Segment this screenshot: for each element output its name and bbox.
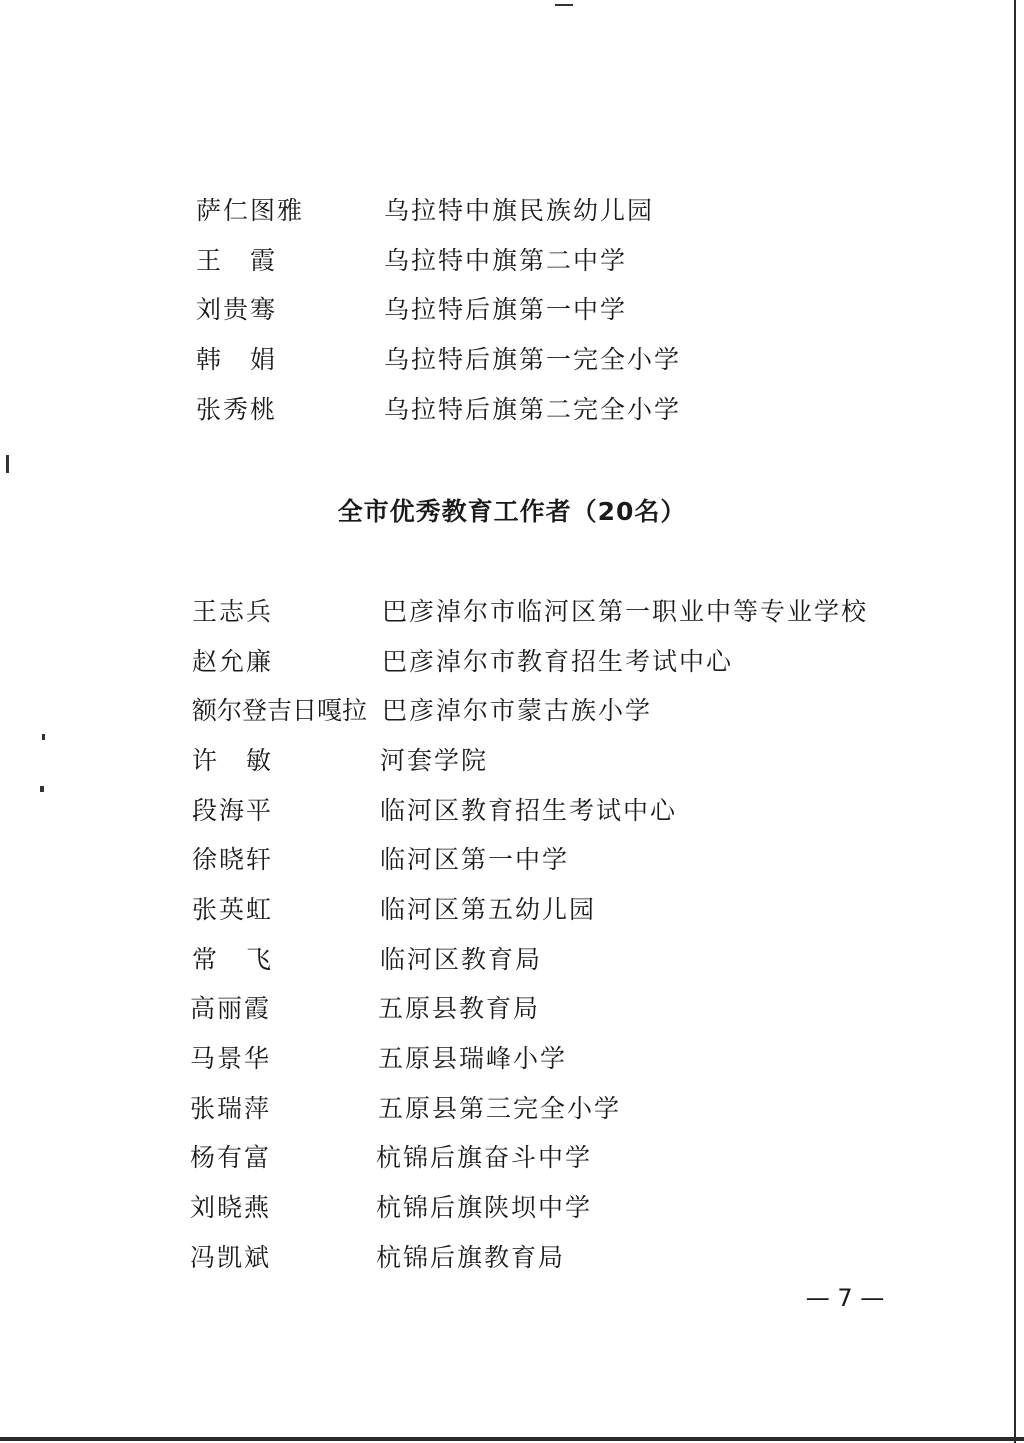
- person-name: 刘晓燕: [190, 1193, 272, 1222]
- organization: 临河区教育局: [380, 945, 543, 974]
- person-name: 杨有富: [190, 1143, 272, 1172]
- organization: 乌拉特后旗第一完全小学: [384, 345, 682, 374]
- section-title: 全市优秀教育工作者（20名）: [337, 497, 687, 526]
- organization: 巴彦淖尔市教育招生考试中心: [382, 647, 734, 676]
- person-name: 马景华: [190, 1044, 272, 1073]
- person-name: 常 飞: [192, 945, 274, 974]
- person-name: 王志兵: [192, 597, 274, 626]
- organization: 河套学院: [380, 746, 489, 775]
- person-name: 萨仁图雅: [196, 196, 305, 225]
- organization: 临河区第一中学: [380, 845, 570, 874]
- organization: 五原县瑞峰小学: [378, 1044, 568, 1073]
- person-name: 张秀桃: [196, 395, 278, 424]
- organization: 巴彦淖尔市蒙古族小学: [382, 696, 653, 725]
- organization: 杭锦后旗陕坝中学: [376, 1193, 593, 1222]
- organization: 临河区教育招生考试中心: [380, 796, 678, 825]
- person-name: 段海平: [192, 796, 274, 825]
- organization: 杭锦后旗教育局: [376, 1243, 566, 1272]
- person-name: 徐晓轩: [192, 845, 274, 874]
- organization: 乌拉特后旗第一中学: [384, 295, 628, 324]
- person-name: 刘贵骞: [196, 295, 278, 324]
- person-name: 许 敏: [192, 746, 274, 775]
- person-name: 赵允廉: [192, 647, 274, 676]
- scan-mark: [6, 455, 9, 473]
- page-number: — 7 —: [805, 1284, 885, 1312]
- person-name: 韩 娟: [196, 345, 278, 374]
- organization: 五原县教育局: [378, 994, 541, 1023]
- scan-mark: [42, 734, 45, 740]
- organization: 乌拉特中旗民族幼儿园: [384, 196, 655, 225]
- person-name: 高丽霞: [190, 994, 272, 1023]
- person-name: 王 霞: [196, 246, 278, 275]
- scan-mark: [555, 4, 573, 6]
- person-name: 张瑞萍: [190, 1094, 272, 1123]
- organization: 临河区第五幼儿园: [380, 895, 597, 924]
- organization: 乌拉特中旗第二中学: [384, 246, 628, 275]
- organization: 杭锦后旗奋斗中学: [376, 1143, 593, 1172]
- person-name: 额尔登吉日嘎拉: [192, 696, 368, 725]
- scan-border-bottom: [0, 1437, 1024, 1441]
- organization: 五原县第三完全小学: [378, 1094, 622, 1123]
- scan-mark: [40, 786, 44, 792]
- organization: 乌拉特后旗第二完全小学: [384, 395, 682, 424]
- scan-border-right: [1014, 0, 1016, 1443]
- person-name: 张英虹: [192, 895, 274, 924]
- organization: 巴彦淖尔市临河区第一职业中等专业学校: [382, 597, 869, 626]
- person-name: 冯凯斌: [190, 1243, 272, 1272]
